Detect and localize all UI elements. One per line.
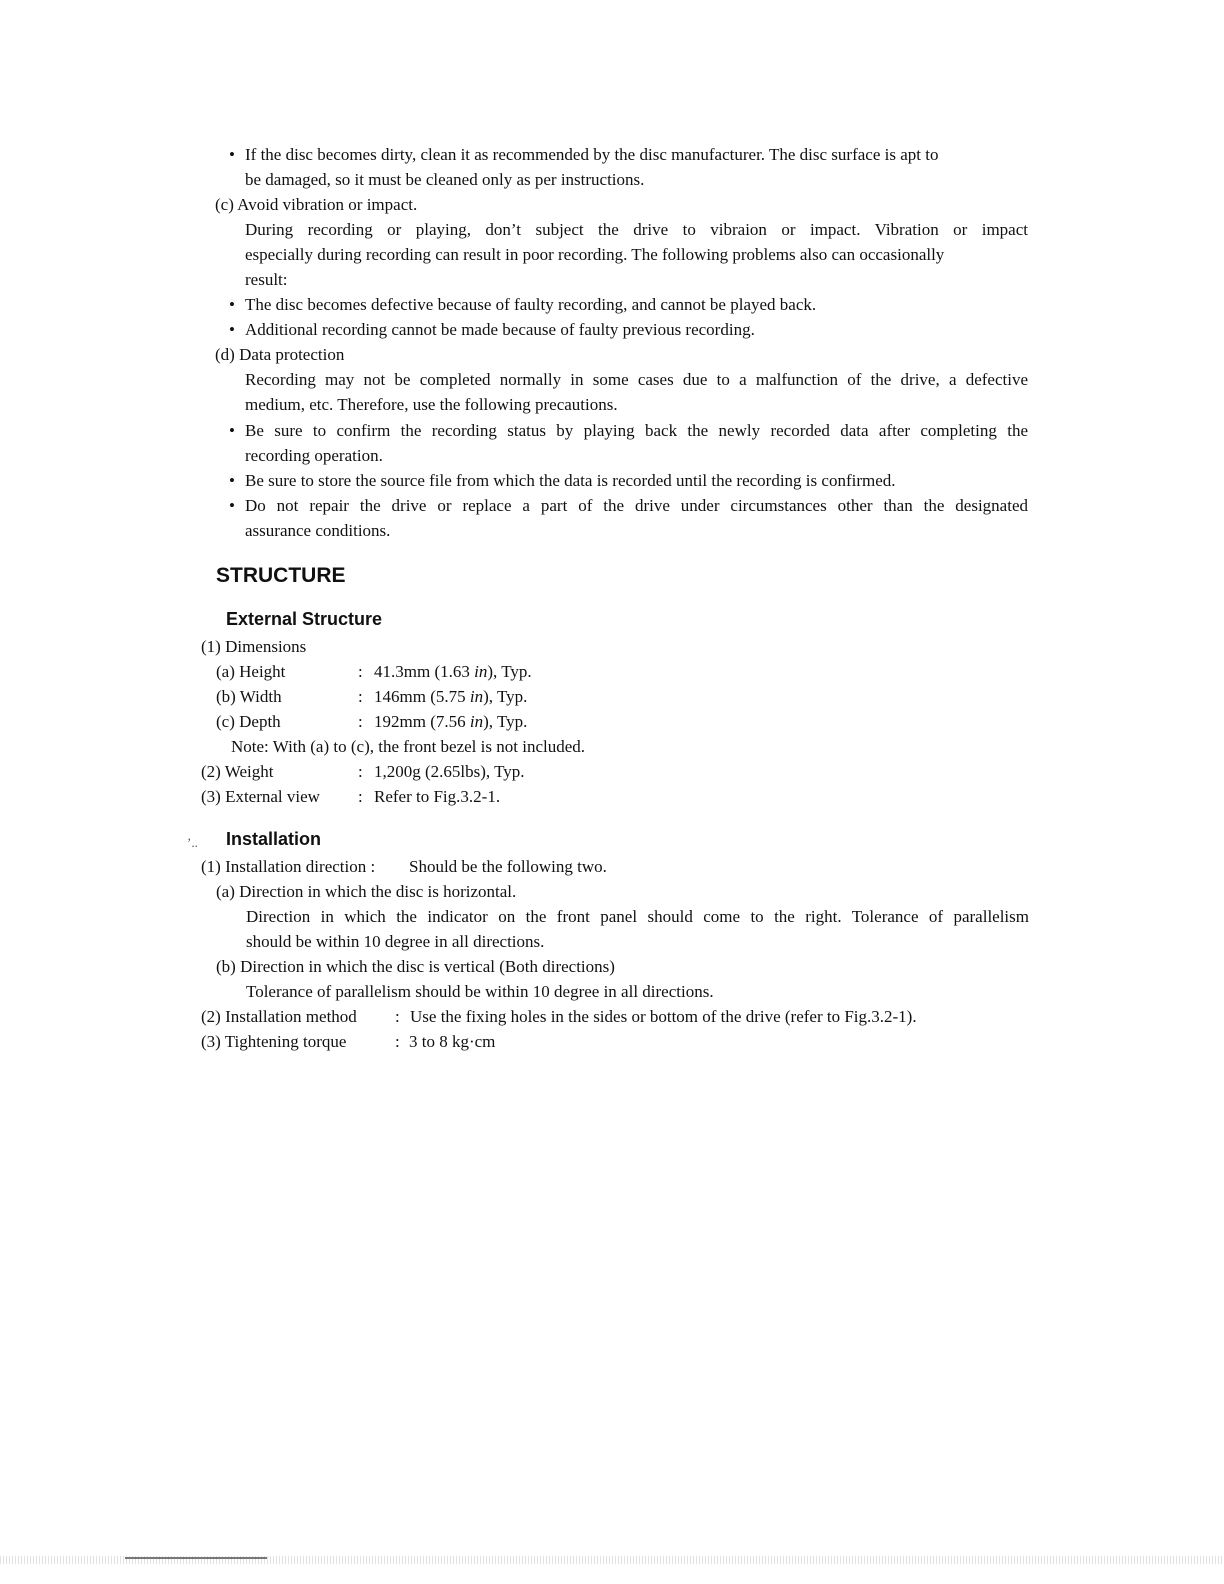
tightening-torque-colon: : xyxy=(395,1032,400,1051)
direction-a-body xyxy=(246,904,1029,954)
text-line: recording operation. xyxy=(245,446,383,465)
bullet-confirm xyxy=(245,418,1028,468)
suffix-text: ), Typ. xyxy=(483,687,528,706)
text-line: Direction in which the indicator on the front panel should come to the right. Tolerance of parallelism xyxy=(246,907,1029,926)
installation-direction-value: Should be the following two. xyxy=(409,857,607,876)
subsection-heading-c: (c) Avoid vibration or impact. xyxy=(215,195,418,214)
text-line: • Do not repair the drive or replace a part of the drive under circumstances other than the designated xyxy=(245,496,1028,515)
weight-value: 1,200g (2.65lbs), Typ. xyxy=(374,762,525,781)
installation-method-value: Use the fixing holes in the sides or bottom of the drive (refer to Fig.3.2-1). xyxy=(410,1007,917,1026)
text-line: be damaged, so it must be cleaned only as per instructions. xyxy=(245,170,645,189)
text-line: especially during recording can result in poor recording. The following problems also can occasionally xyxy=(245,245,945,264)
height-label: (a) Height xyxy=(216,662,286,681)
paragraph-vibration xyxy=(245,217,1028,292)
depth-label: (c) Depth xyxy=(216,712,281,731)
external-view-value: Refer to Fig.3.2-1. xyxy=(374,787,501,806)
text-line: assurance conditions. xyxy=(245,521,391,540)
scan-artifact-bar xyxy=(125,1557,267,1559)
section-title-structure: STRUCTURE xyxy=(216,564,346,587)
depth-value xyxy=(374,709,527,734)
text-line: should be within 10 degree in all directions. xyxy=(246,932,545,951)
subsection-title-external: External Structure xyxy=(226,609,383,629)
dimensions-label: (1) Dimensions xyxy=(201,637,307,656)
weight-label: (2) Weight xyxy=(201,762,274,781)
text-line: During recording or playing, don’t subject the drive to vibraion or impact. Vibration or impact xyxy=(245,220,1028,239)
bullet-disc-dirty xyxy=(245,142,1028,192)
width-colon: : xyxy=(358,687,363,706)
tightening-torque-value: 3 to 8 kg·cm xyxy=(409,1032,496,1051)
suffix-text: ), Typ. xyxy=(483,712,528,731)
external-view-colon: : xyxy=(358,787,363,806)
value-text: 41.3mm (1.63 xyxy=(374,662,475,681)
installation-method-label: (2) Installation method xyxy=(201,1007,357,1026)
text-line: medium, etc. Therefore, use the following precautions. xyxy=(245,395,618,414)
text-line: • Be sure to confirm the recording status by playing back the newly recorded data after completing the xyxy=(245,421,1028,440)
tightening-torque-label: (3) Tightening torque xyxy=(201,1032,347,1051)
bullet-store-source: • Be sure to store the source file from which the data is recorded until the recording is confirmed. xyxy=(245,468,896,493)
height-colon: : xyxy=(358,662,363,681)
suffix-text: ), Typ. xyxy=(487,662,532,681)
bullet-additional: • Additional recording cannot be made because of faulty previous recording. xyxy=(245,317,755,342)
paragraph-data-protection xyxy=(245,367,1028,417)
weight-colon: : xyxy=(358,762,363,781)
dimensions-note: Note: With (a) to (c), the front bezel is not included. xyxy=(231,737,586,756)
subsection-heading-d: (d) Data protection xyxy=(215,345,345,364)
unit-text: in xyxy=(474,662,488,681)
direction-b-body: Tolerance of parallelism should be within 10 degree in all directions. xyxy=(246,982,714,1001)
height-value xyxy=(374,659,532,684)
unit-text: in xyxy=(469,712,484,731)
value-text: 146mm (5.75 xyxy=(374,687,470,706)
text-line: result: xyxy=(245,270,288,289)
external-view-label: (3) External view xyxy=(201,787,320,806)
direction-a-heading: (a) Direction in which the disc is horizontal. xyxy=(216,882,517,901)
installation-direction-label: (1) Installation direction : xyxy=(201,857,376,876)
text-line: • If the disc becomes dirty, clean it as recommended by the disc manufacturer. The disc surface is apt to xyxy=(245,145,939,164)
subsection-title-installation: Installation xyxy=(226,829,322,849)
width-label: (b) Width xyxy=(216,687,282,706)
depth-colon: : xyxy=(358,712,363,731)
direction-b-heading: (b) Direction in which the disc is vertical (Both directions) xyxy=(216,957,615,976)
stray-mark: ’.. xyxy=(187,835,198,850)
width-value xyxy=(374,684,527,709)
unit-text: in xyxy=(469,687,484,706)
bullet-defective: • The disc becomes defective because of faulty recording, and cannot be played back. xyxy=(245,292,816,317)
bullet-do-not-repair xyxy=(245,493,1028,543)
installation-method-colon: : xyxy=(395,1007,400,1026)
text-line: Recording may not be completed normally in some cases due to a malfunction of the drive, a defective xyxy=(245,370,1028,389)
value-text: 192mm (7.56 xyxy=(374,712,470,731)
